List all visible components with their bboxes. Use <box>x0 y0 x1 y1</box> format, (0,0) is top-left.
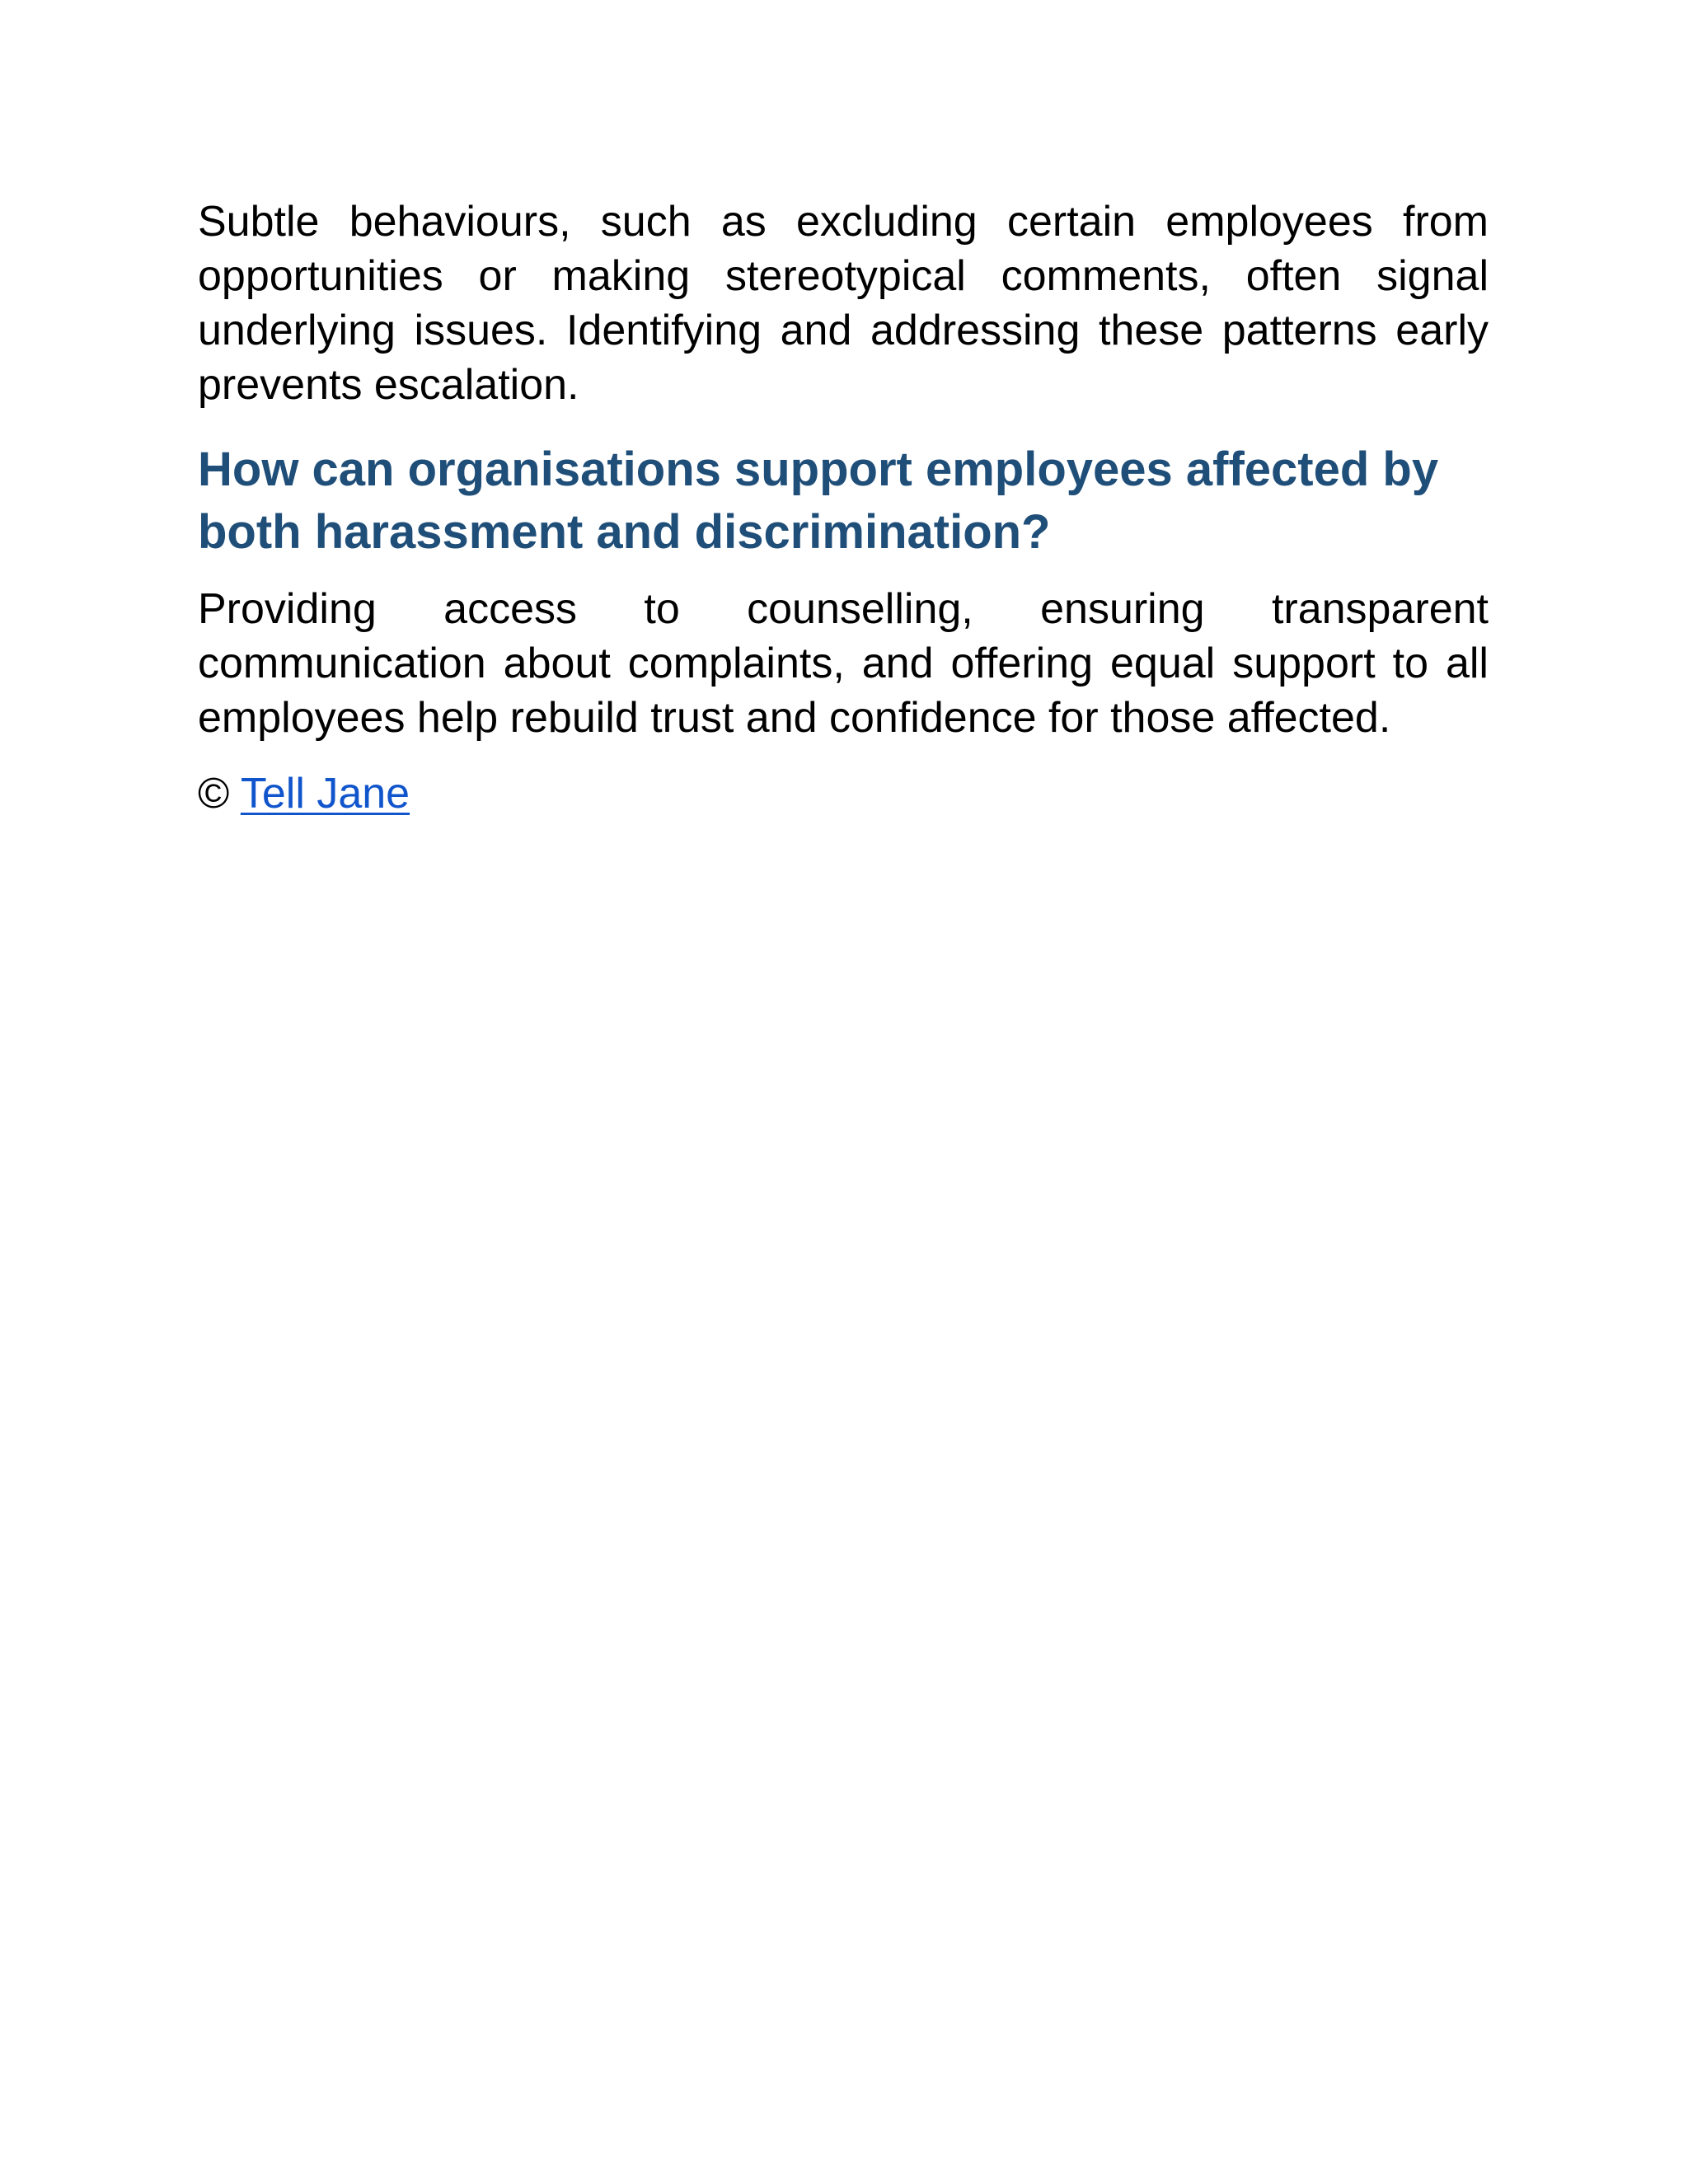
copyright-line <box>198 766 1489 821</box>
paragraph-subtle-behaviours: Subtle behaviours, such as excluding certain employees from opportunities or making stereotypical comments, often signal underlying issues. Identifying and addressing these patterns early prevents escalation. <box>198 198 1489 409</box>
tell-jane-link[interactable]: Tell Jane <box>240 770 410 818</box>
copyright-symbol: © <box>198 770 230 818</box>
paragraph-support-measures: Providing access to counselling, ensuring transparent communication about complaints, and offering equal support to all employees help rebuild trust and confidence for those affected. <box>198 585 1489 742</box>
document-body <box>198 194 1489 821</box>
section-heading: How can organisations support employees affected by both harassment and discrimination? <box>198 443 1439 559</box>
